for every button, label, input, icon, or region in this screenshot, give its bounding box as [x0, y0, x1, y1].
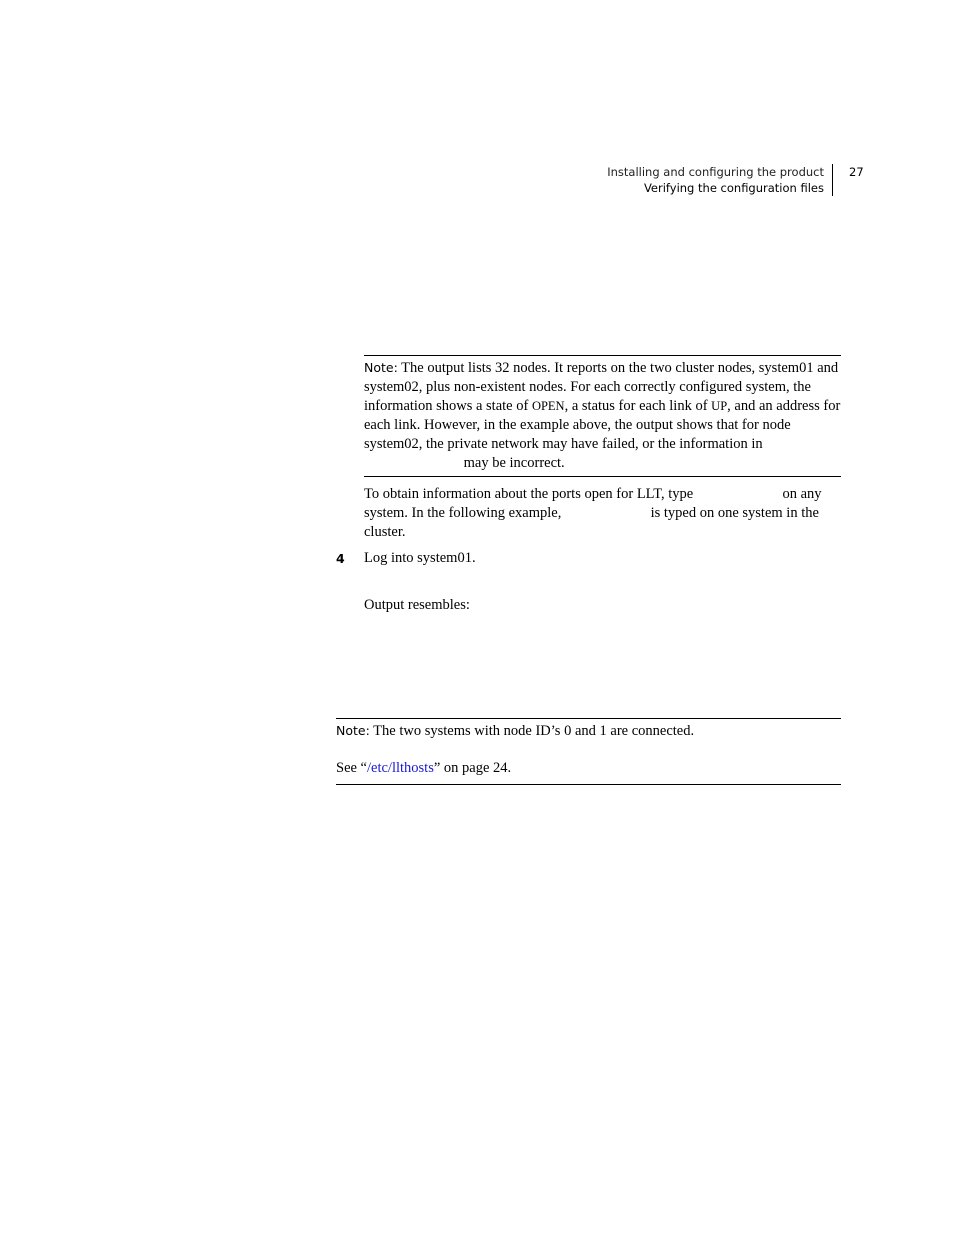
paragraph-text: To obtain information about the ports open for LLT, type: [364, 486, 697, 502]
status-up-word: UP: [711, 399, 728, 413]
note-box-connected: [336, 718, 841, 785]
step-number: 4: [336, 551, 345, 566]
note-label: Note:: [364, 360, 398, 375]
see-suffix: ” on page 24.: [433, 760, 512, 776]
note-line: [336, 721, 694, 741]
output-resembles-text: Output resembles:: [364, 597, 470, 613]
running-header: [607, 164, 833, 196]
see-prefix: See “: [336, 760, 367, 776]
note-box-lltstat: [364, 355, 841, 477]
note-text: may be incorrect.: [460, 455, 565, 471]
section-title: Verifying the configuration files: [643, 181, 824, 195]
note-text: , and an address for each link. However, in the example above, the output shows that for node system02, the private network may have failed, or the information in: [364, 398, 841, 452]
paragraph-text: on any system. In the following example,: [364, 486, 822, 521]
paragraph-text: is typed on one system in the cluster.: [364, 505, 819, 540]
note-text: , a status for each link of: [564, 398, 712, 414]
state-open-word: OPEN: [531, 399, 565, 413]
chapter-title: Installing and configuring the product: [607, 165, 824, 179]
note-label: Note:: [336, 723, 370, 738]
step-text: Log into system01.: [364, 550, 476, 566]
note-text: The output lists 32 nodes. It reports on the two cluster nodes, system01 and system02, plus non-existent nodes. For each correctly configured system, the information shows a state of: [364, 360, 839, 414]
cross-reference: [336, 759, 511, 778]
page-number: 27: [849, 165, 864, 179]
note-text: The two systems with node ID’s 0 and 1 are connected.: [369, 723, 695, 739]
llthosts-link[interactable]: /etc/llthosts: [367, 760, 434, 776]
ports-paragraph: [364, 485, 841, 542]
